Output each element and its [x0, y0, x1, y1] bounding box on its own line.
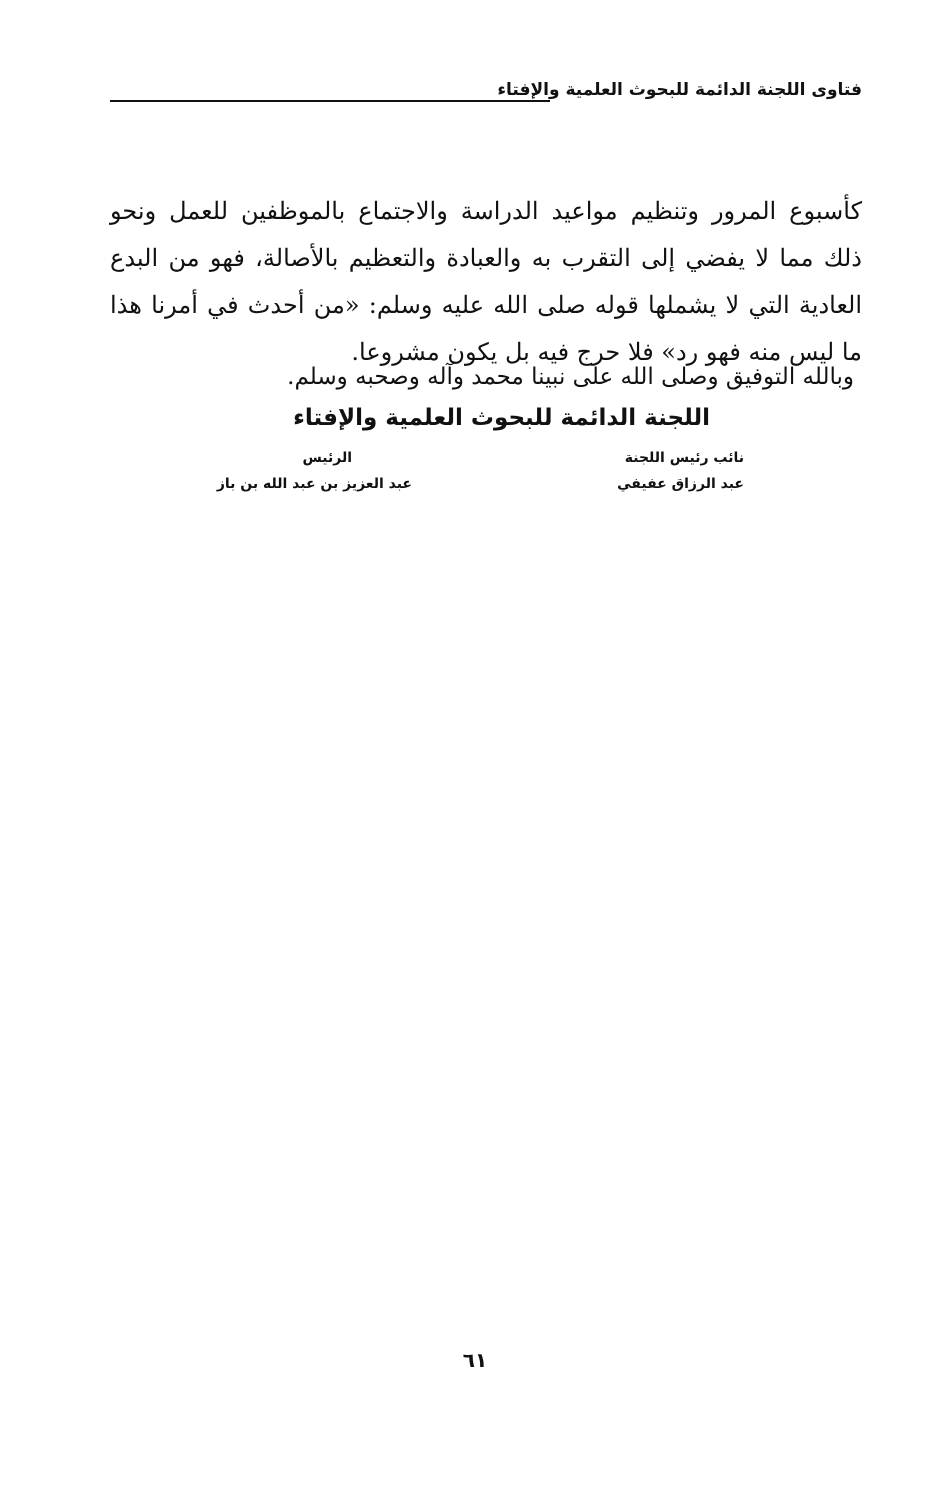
chair-name: عبد العزيز بن عبد الله بن باز: [216, 476, 412, 492]
signatory-chair: [217, 450, 412, 492]
body-paragraph: كأسبوع المرور وتنظيم مواعيد الدراسة والاجتماع بالموظفين للعمل ونحو ذلك مما لا يفضي إلى التقرب به والعبادة والتعظيم بالأصالة، فهو من البدع العادية التي لا يشملها قوله صلى الله عليه وسلم: «من أحدث في أمرنا هذا ما ليس منه فهو رد» فلا حرج فيه بل يكون مشروعا.: [110, 197, 862, 366]
fatwa-body: [110, 188, 862, 376]
chair-role: الرئيس: [302, 450, 352, 466]
committee-name: اللجنة الدائمة للبحوث العلمية والإفتاء: [293, 405, 710, 431]
running-header: [110, 78, 862, 108]
deputy-name: عبد الرزاق عفيفي: [617, 476, 744, 492]
deputy-role: نائب رئيس اللجنة: [624, 450, 744, 466]
signatory-deputy: [617, 450, 744, 492]
header-rule: [110, 100, 550, 102]
header-title: فتاوى اللجنة الدائمة للبحوث العلمية والإفتاء: [497, 80, 862, 100]
page-number: ٦١: [462, 1348, 488, 1372]
closing-line: وبالله التوفيق وصلى الله على نبينا محمد وآله وصحبه وسلم.: [287, 364, 854, 390]
